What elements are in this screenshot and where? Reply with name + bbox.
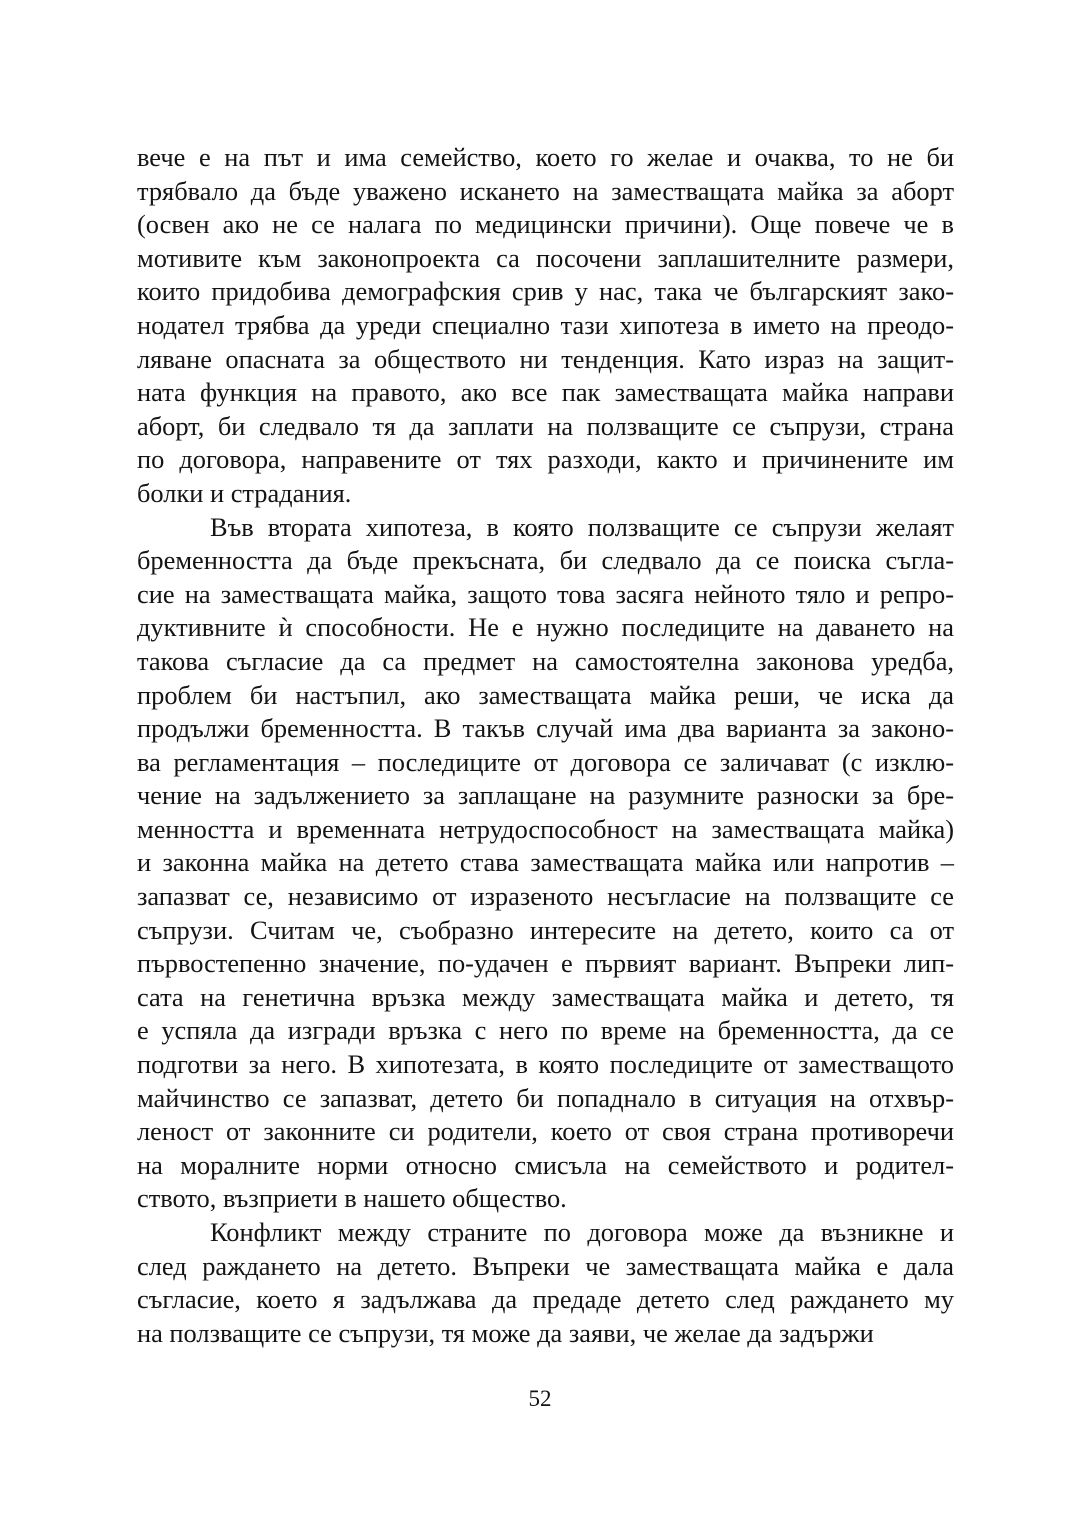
text-line: майчинство се запазват, детето би попаднало в ситуация на отхвър- [137,1082,954,1113]
text-line: запазват се, независимо от изразеното несъгласие на ползващите се [137,881,954,912]
text-line: ната функция на правото, ако все пак заместващата майка направи [137,377,954,408]
text-line: проблем би настъпил, ако заместващата майка реши, че иска да [137,679,954,710]
body-text [137,141,954,1350]
paragraph [137,1216,954,1350]
text-line: съпрузи. Считам че, съобразно интересите на детето, които са от [137,914,954,945]
text-line: е успяла да изгради връзка с него по време на бременността, да се [137,1015,954,1046]
text-line: менността и временната нетрудоспособност на заместващата майка) [137,813,954,844]
text-line: на моралните норми относно смисъла на семейството и родител- [137,1149,954,1180]
text-line: бременността да бъде прекъсната, би следвало да се поиска съгла- [137,545,954,576]
text-line: нодател трябва да уреди специално тази хипотеза в името на преодо- [137,309,954,340]
text-line: трябвало да бъде уважено искането на заместващата майка за аборт [137,175,954,206]
text-line: леност от законните си родители, което от своя страна противоречи [137,1116,954,1147]
text-line: съгласие, което я задължава да предаде детето след раждането му [137,1284,954,1315]
text-line: първостепенно значение, по-удачен е първият вариант. Въпреки лип- [137,948,954,979]
text-line: по договора, направените от тях разходи, както и причинените им [137,444,954,475]
text-line: болки и страдания. [137,477,352,508]
text-line: Конфликт между страните по договора може да възникне и [210,1217,954,1247]
text-line: ляване опасната за обществото ни тенденция. Като израз на защит- [137,343,954,374]
text-line: след раждането на детето. Въпреки че заместващата майка е дала [137,1250,954,1281]
text-line: които придобива демографския срив у нас, така че българският зако- [137,276,954,307]
text-line: дуктивните ѝ способности. Не е нужно последиците на даването на [137,612,954,643]
text-line: сата на генетична връзка между заместващата майка и детето, тя [137,981,954,1012]
text-line: такова съгласие да са предмет на самостоятелна законова уредба, [137,645,954,676]
paragraph [137,141,954,511]
text-line: и законна майка на детето става заместващата майка или напротив – [137,847,954,878]
text-line: ва регламентация – последиците от договора се заличават (с изклю- [137,746,954,777]
text-line: сие на заместващата майка, защото това засяга нейното тяло и репро- [137,578,954,609]
page-number: 52 [528,1386,552,1411]
text-line: чение на задължението за заплащане на разумните разноски за бре- [137,780,954,811]
text-line: ството, възприети в нашето общество. [137,1183,567,1214]
text-line: продължи бременността. В такъв случай има два варианта за законо- [137,713,954,744]
text-line: Във втората хипотеза, в която ползващите се съпрузи желаят [210,511,954,542]
text-line: на ползващите се съпрузи, тя може да заяви, че желае да задържи [137,1317,874,1348]
paragraph [137,511,954,1216]
text-line: мотивите към законопроекта са посочени заплашителните размери, [137,242,954,273]
text-line: (освен ако не се налага по медицински причини). Още повече че в [137,209,954,240]
text-line: аборт, би следвало тя да заплати на ползващите се съпрузи, страна [137,410,954,441]
text-line: вече е на път и има семейство, което го желае и очаква, то не би [137,142,954,172]
text-line: подготви за него. В хипотезата, в която последиците от заместващото [137,1049,954,1080]
